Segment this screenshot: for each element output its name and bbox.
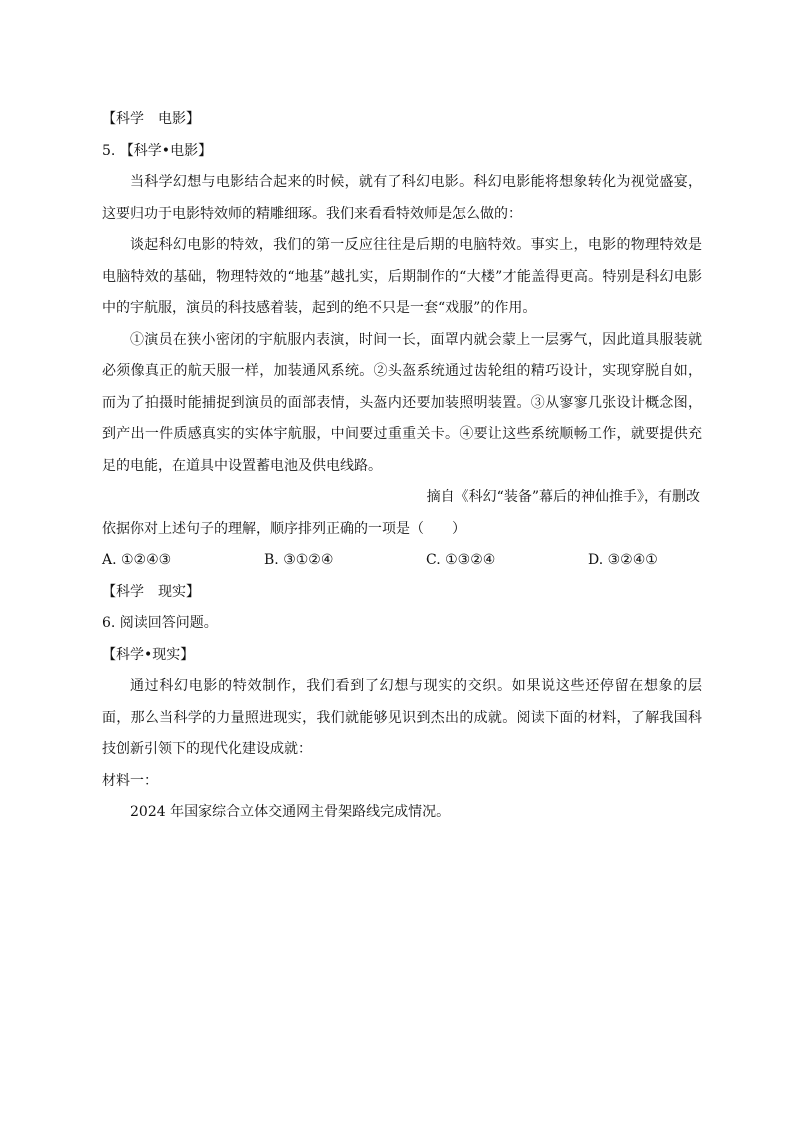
option-c[interactable]: C. ①③②④ <box>426 552 496 568</box>
question-5-intro-paragraph: 当科学幻想与电影结合起来的时候，就有了科幻电影。科幻电影能将想象转化为视觉盛宴，这要归功于电影特效师的精雕细琢。我们来看看特效师是怎么做的： <box>102 174 702 222</box>
section-tag-science-film: 【科学 电影】 <box>102 111 200 127</box>
question-5-prompt: 依据你对上述句子的理解，顺序排列正确的一项是（ ） <box>102 520 466 537</box>
option-d[interactable]: D. ③②④① <box>588 552 658 568</box>
option-b[interactable]: B. ③①②④ <box>264 552 334 568</box>
question-6-title: 6. 阅读回答问题。 <box>102 615 218 631</box>
question-6-paragraph: 通过科幻电影的特效制作，我们看到了幻想与现实的交织。如果说这些还停留在想象的层面，那么当科学的力量照进现实，我们就能够见识到杰出的成就。阅读下面的材料，了解我国科技创新引领下的现代化建设成就： <box>102 678 702 757</box>
option-a[interactable]: A. ①②④③ <box>102 552 172 568</box>
material-1-label: 材料一： <box>102 772 158 789</box>
question-6-subtitle: 【科学•现实】 <box>102 646 195 663</box>
document-content <box>102 104 702 829</box>
question-5-sentences-paragraph: ①演员在狭小密闭的宇航服内表演，时间一长，面罩内就会蒙上一层雾气，因此道具服装就必须像真正的航天服一样，加装通风系统。②头盔系统通过齿轮组的精巧设计，实现穿脱自如，而为了拍摄时能捕捉到演员的面部表情，头盔内还要加装照明装置。③从寥寥几张设计概念图，到产出一件质感真实的实体宇航服，中间要过重重关卡。④要让这些系统顺畅工作，就要提供充足的电能，在道具中设置蓄电池及供电线路。 <box>102 331 702 474</box>
material-1-text: 2024 年国家综合立体交通网主骨架路线完成情况。 <box>130 804 451 820</box>
question-5-options <box>102 545 702 577</box>
question-5-paragraph-2: 谈起科幻电影的特效，我们的第一反应往往是后期的电脑特效。事实上，电影的物理特效是电脑特效的基础，物理特效的“地基”越扎实，后期制作的“大楼”才能盖得更高。特别是科幻电影中的宇航服，演员的科技感着装，起到的绝不只是一套“戏服”的作用。 <box>102 237 702 316</box>
question-5-title: 5. 【科学•电影】 <box>102 142 213 159</box>
question-5-source: 摘自《科幻“装备”幕后的神仙推手》，有删改 <box>426 489 700 505</box>
section-tag-science-reality: 【科学 现实】 <box>102 583 200 600</box>
